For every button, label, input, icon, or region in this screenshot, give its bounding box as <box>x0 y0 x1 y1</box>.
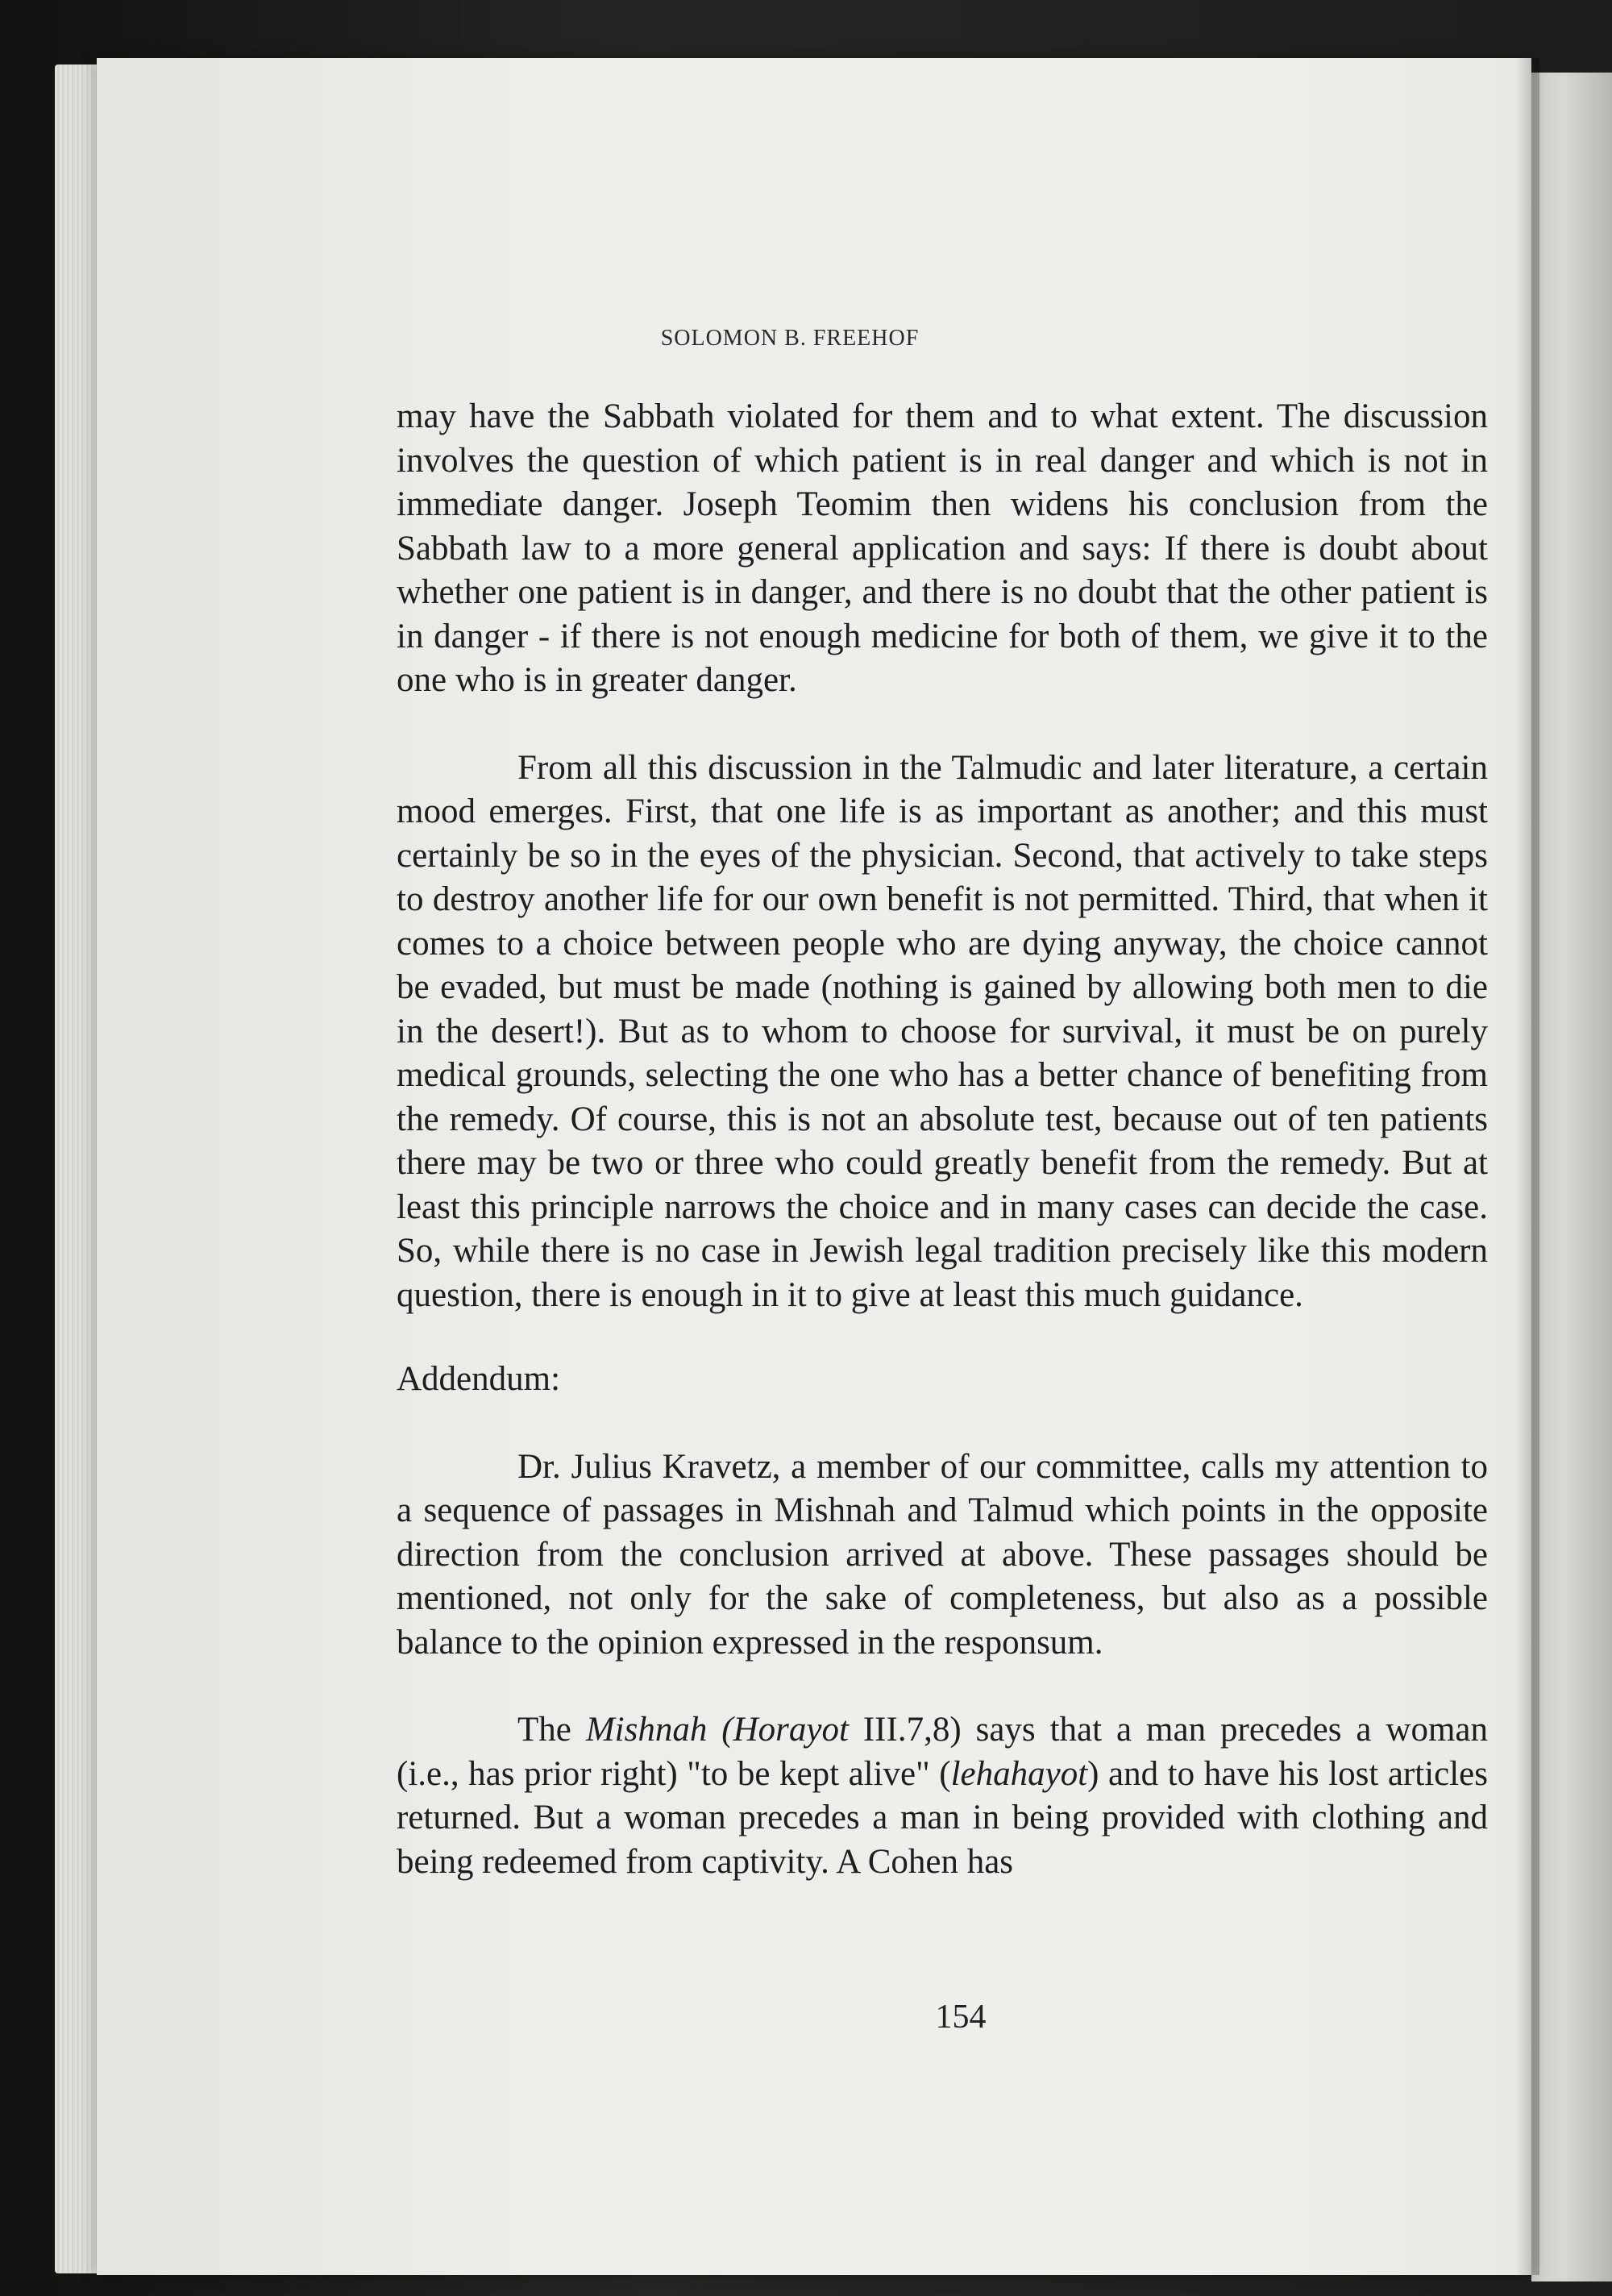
paragraph-4-italic-term: lehahayot <box>950 1754 1088 1793</box>
paragraph-1: may have the Sabbath violated for them and to what extent. The discussion involves the question of which patient is in real danger and which is not in immediate danger. Joseph Teomim then widens his conclusion from the Sabbath law to a more general application and says: If there is doubt about whether one patient is in danger, and there is no doubt that the other patient is in danger - if there is not enough medicine for both of them, we give it to the one who is in greater danger. <box>397 397 1488 699</box>
paragraph-4-text: ) and to have his lost articles returned. But a woman precedes a man in being provided with clothing and being redeemed from captivity. A Cohen has <box>397 1754 1488 1881</box>
paragraph-4 <box>397 1708 1488 1884</box>
addendum-heading: Addendum: <box>397 1360 561 1398</box>
paragraph-4-italic-title: Mishnah (Horayot <box>585 1711 849 1749</box>
adjacent-page-strip <box>1531 73 1612 2281</box>
running-head: SOLOMON B. FREEHOF <box>660 326 920 351</box>
spine-shadow <box>1515 58 1539 2275</box>
paragraph-4-text: The <box>517 1711 586 1749</box>
body-text <box>397 395 1488 1884</box>
page-number: 154 <box>935 1999 987 2036</box>
paragraph-4-text: III.7,8) says that a man precedes a woman (i.e., has prior right) "to be kept alive" ( <box>397 1711 1488 1793</box>
paragraph-2: From all this discussion in the Talmudic and later literature, a certain mood emerges. First, that one life is as important as another; and this must certainly be so in the eyes of the physician. Second, that actively to take steps to destroy another life for our own benefit is not permitted. Third, that when it comes to a choice between people who are dying anyway, the choice cannot be evaded, but must be made (nothing is gained by allowing both men to die in the desert!). But as to whom to choose for survival, it must be on purely medical grounds, selecting the one who has a better chance of benefiting from the remedy. Of course, this is not an absolute test, because out of ten patients there may be two or three who could greatly benefit from the remedy. But at least this principle narrows the choice and in many cases can decide the case. So, while there is no case in Jewish legal tradition precisely like this modern question, there is enough in it to give at least this much guidance. <box>397 748 1488 1314</box>
paragraph-3: Dr. Julius Kravetz, a member of our committee, calls my attention to a sequence of passages in Mishnah and Talmud which points in the opposite direction from the conclusion arrived at above. These passages should be mentioned, not only for the sake of completeness, but also as a possible balance to the opinion expressed in the responsum. <box>397 1447 1488 1662</box>
